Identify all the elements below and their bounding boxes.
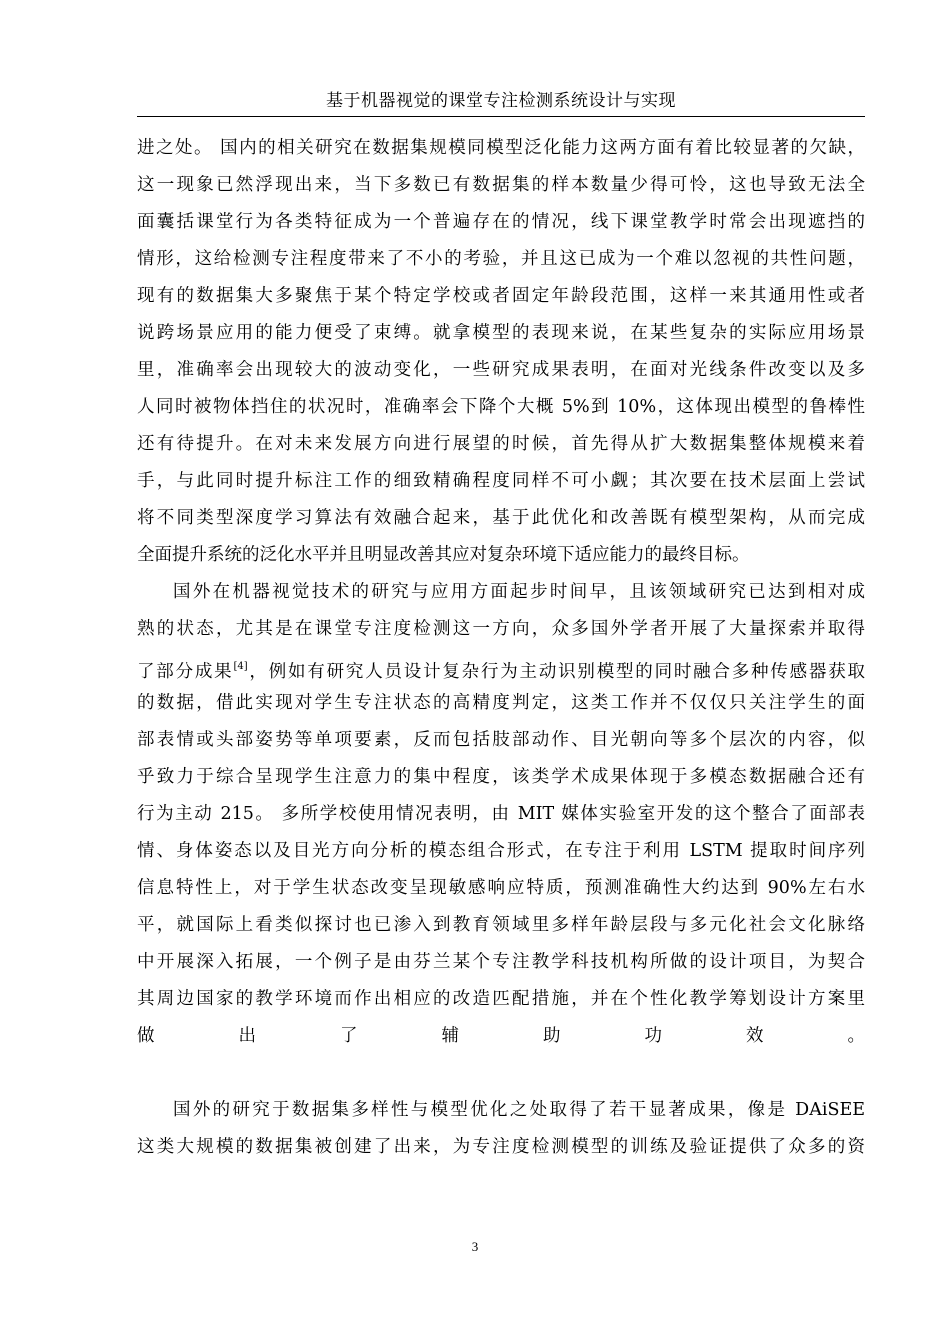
text-line: 其周边国家的教学环境而作出相应的改造匹配措施，并在个性化教学筹划设计方案里	[137, 989, 865, 1009]
citation-superscript: [4]	[233, 661, 248, 672]
text-line: 这类大规模的数据集被创建了出来，为专注度检测模型的训练及验证提供了众多的资	[137, 1137, 865, 1157]
text-line: 将不同类型深度学习算法有效融合起来，基于此优化和改善既有模型架构，从而完成	[137, 508, 865, 528]
text-line	[137, 1055, 865, 1092]
text-line: 国外的研究于数据集多样性与模型优化之处取得了若干显著成果，像是 DAiSEE	[173, 1100, 865, 1120]
text-line: 情形，这给检测专注程度带来了不小的考验，并且这已成为一个难以忽视的共性问题，	[137, 249, 865, 269]
text-line: 的数据，借此实现对学生专注状态的高精度判定，这类工作并不仅仅只关注学生的面	[137, 693, 865, 713]
text-line: 部表情或头部姿势等单项要素，反而包括肢部动作、目光朝向等多个层次的内容，似	[137, 730, 865, 750]
running-header-title: 基于机器视觉的课堂专注检测系统设计与实现	[326, 91, 676, 111]
text-segment: 了部分成果	[137, 662, 234, 682]
text-segment: ，例如有研究人员设计复杂行为主动识别模型的同时融合多种传感器获取	[247, 662, 865, 682]
text-line: 里，准确率会出现较大的波动变化，一些研究成果表明，在面对光线条件改变以及多	[137, 360, 865, 380]
text-line: 做出了辅助功效。	[137, 1026, 865, 1046]
body-text	[137, 130, 865, 1166]
text-line: 情、身体姿态以及目光方向分析的模态组合形式，在专注于利用 LSTM 提取时间序列	[137, 841, 865, 861]
page-number: 3	[471, 1239, 479, 1254]
text-line: 人同时被物体挡住的状况时，准确率会下降个大概 5%到 10%，这体现出模型的鲁棒性	[137, 397, 865, 417]
text-line: 乎致力于综合呈现学生注意力的集中程度，该类学术成果体现于多模态数据融合还有	[137, 767, 865, 787]
text-line: 这一现象已然浮现出来，当下多数已有数据集的样本数量少得可怜，这也导致无法全	[137, 175, 865, 195]
text-line: 还有待提升。在对未来发展方向进行展望的时候，首先得从扩大数据集整体规模来着	[137, 434, 865, 454]
text-line: 说跨场景应用的能力便受了束缚。就拿模型的表现来说，在某些复杂的实际应用场景	[137, 323, 865, 343]
header-rule	[137, 116, 865, 117]
text-line: 平，就国际上看类似探讨也已渗入到教育领域里多样年龄层段与多元化社会文化脉络	[137, 915, 865, 935]
text-line: 熟的状态，尤其是在课堂专注度检测这一方向，众多国外学者开展了大量探索并取得	[137, 619, 865, 639]
text-line: 现有的数据集大多聚焦于某个特定学校或者固定年龄段范围，这样一来其通用性或者	[137, 286, 865, 306]
text-line: 面囊括课堂行为各类特征成为一个普遍存在的情况，线下课堂教学时常会出现遮挡的	[137, 212, 865, 232]
text-line: 中开展深入拓展，一个例子是由芬兰某个专注教学科技机构所做的设计项目，为契合	[137, 952, 865, 972]
text-line: 进之处。 国内的相关研究在数据集规模同模型泛化能力这两方面有着比较显著的欠缺，	[137, 138, 865, 158]
text-line: 全面提升系统的泛化水平并且明显改善其应对复杂环境下适应能力的最终目标。	[137, 545, 750, 565]
text-line-with-citation	[137, 648, 865, 685]
text-line: 国外在机器视觉技术的研究与应用方面起步时间早，且该领域研究已达到相对成	[173, 582, 865, 602]
text-line: 行为主动 215。 多所学校使用情况表明，由 MIT 媒体实验室开发的这个整合了面部表	[137, 804, 865, 824]
text-line: 信息特性上，对于学生状态改变呈现敏感响应特质，预测准确性大约达到 90%左右水	[137, 878, 865, 898]
text-line: 手，与此同时提升标注工作的细致精确程度同样不可小觑；其次要在技术层面上尝试	[137, 471, 865, 491]
